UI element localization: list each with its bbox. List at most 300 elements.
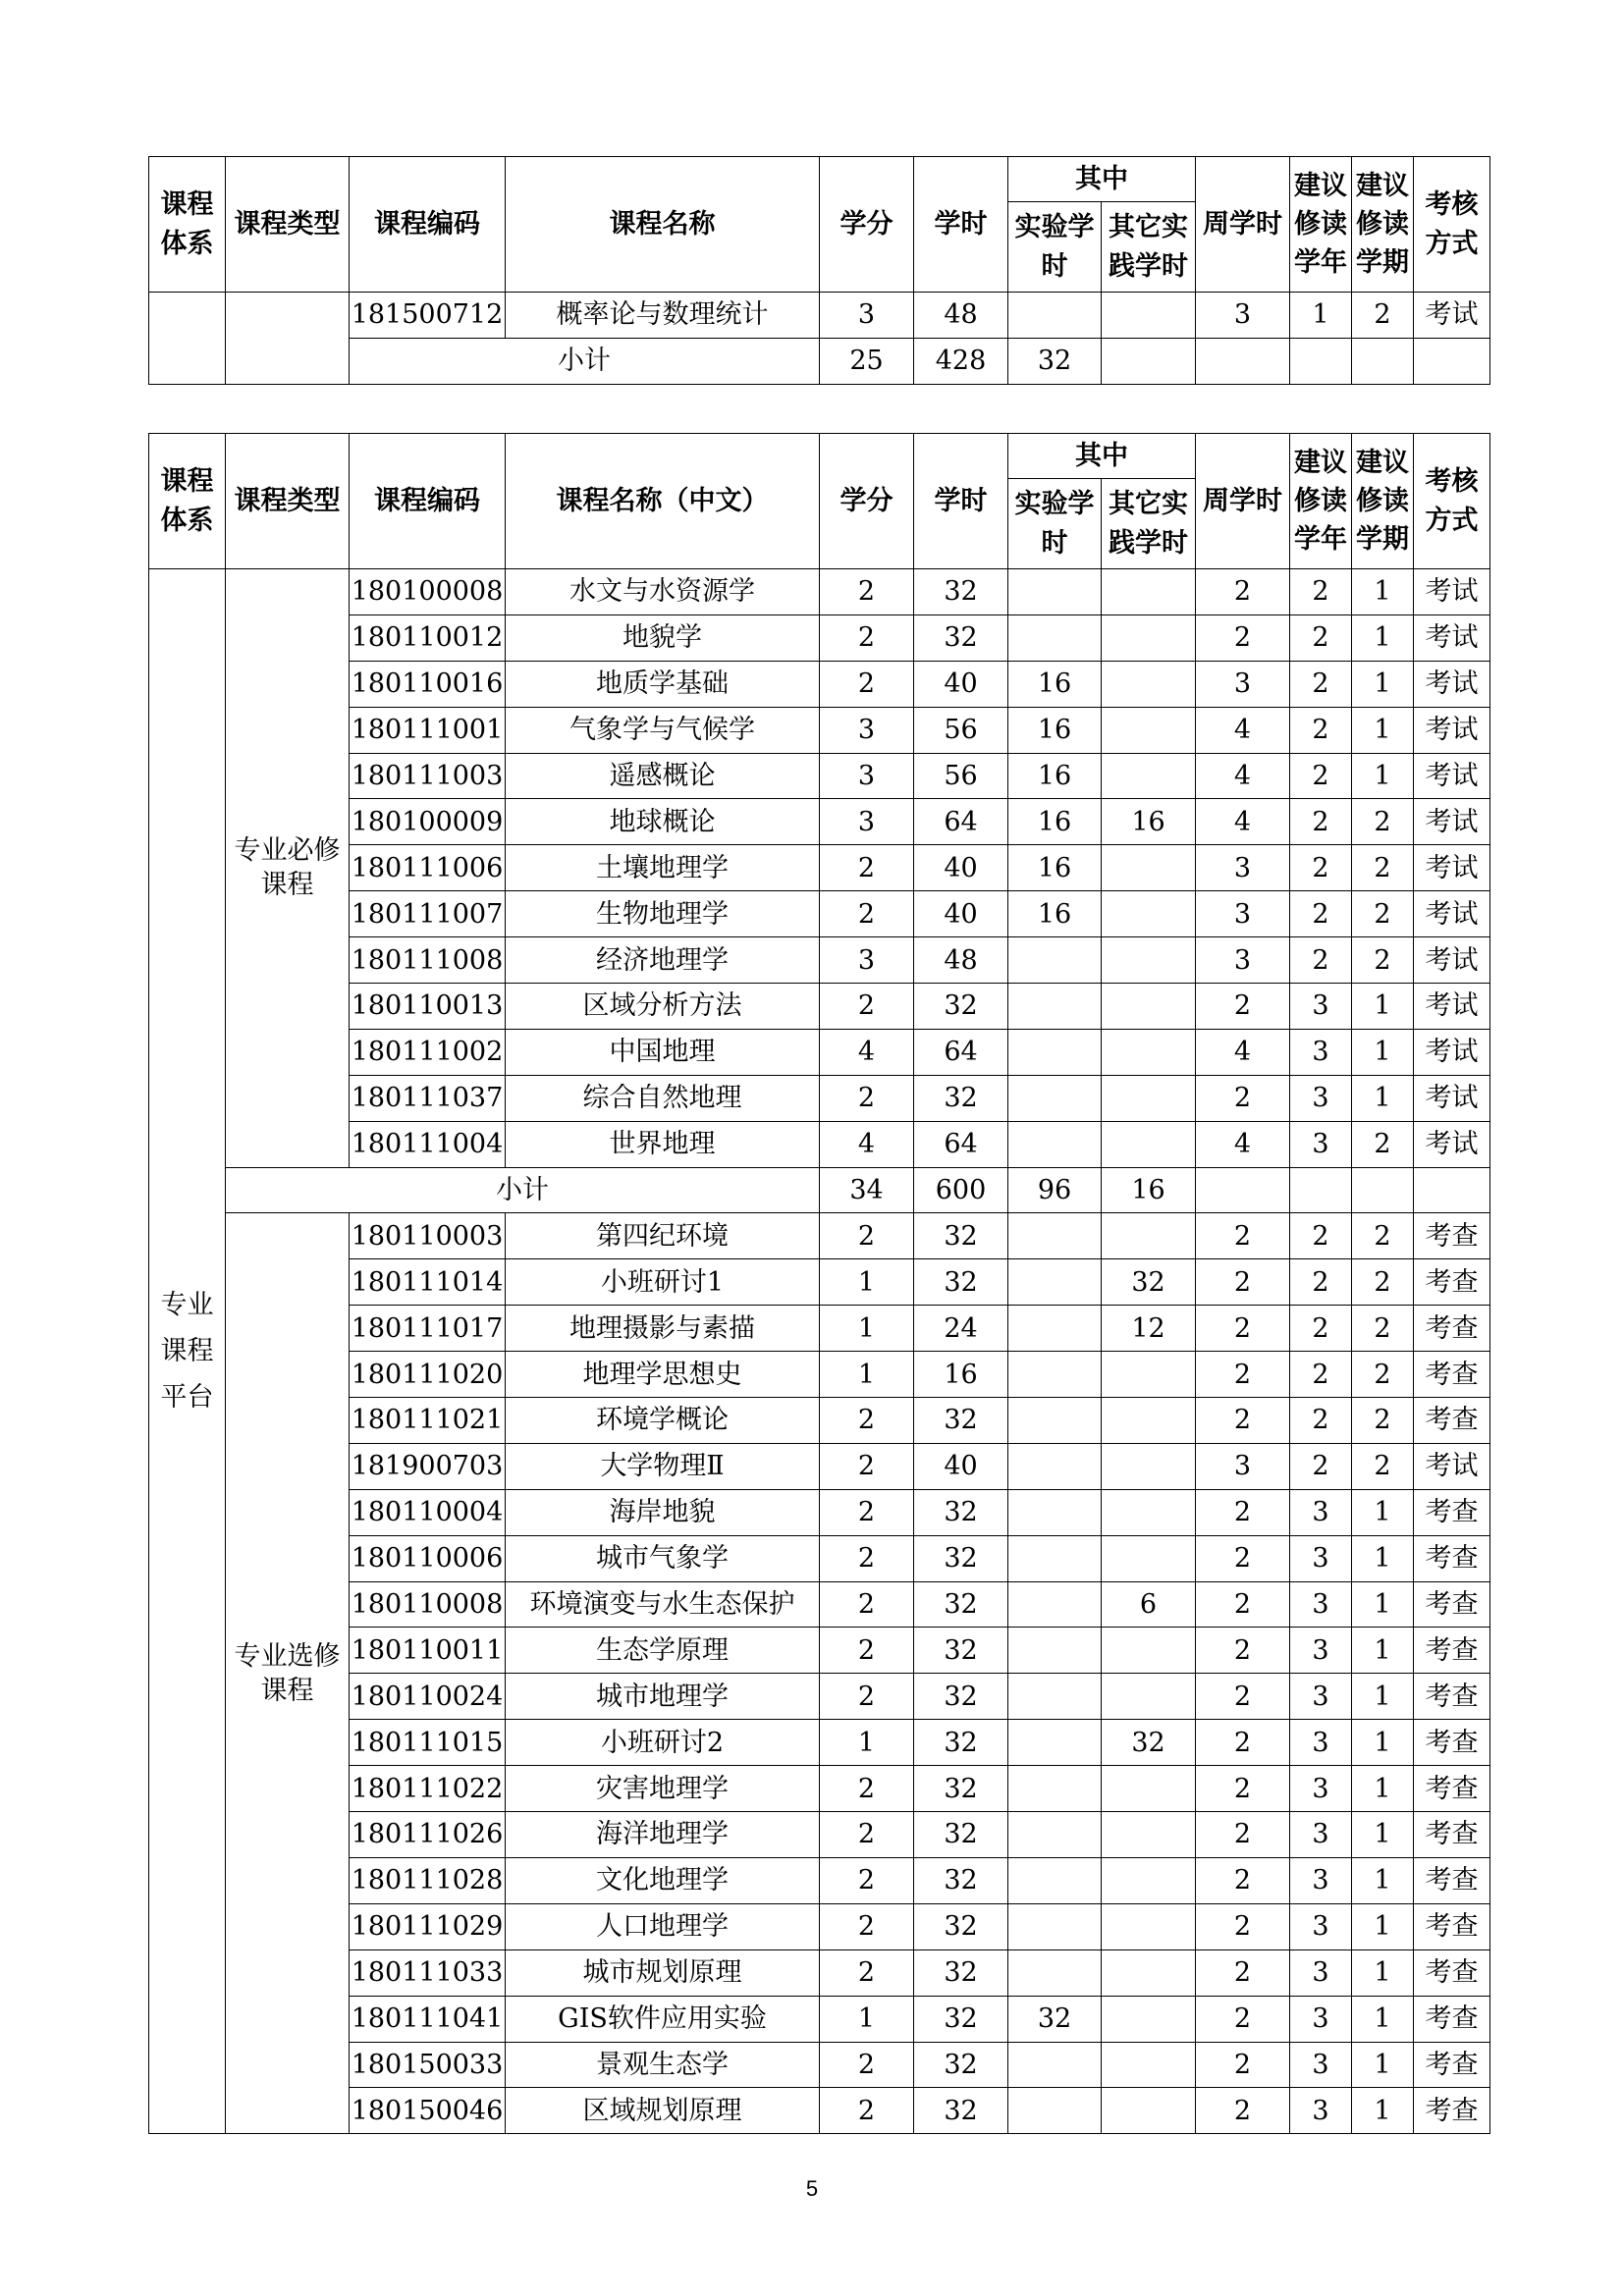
- credits-cell: 4: [820, 1121, 914, 1167]
- weekly-cell: 2: [1196, 1259, 1290, 1306]
- table-row: [149, 707, 1490, 753]
- header-exam: 考核方式: [1414, 157, 1490, 293]
- year-cell: 2: [1290, 1306, 1352, 1352]
- exam-cell: 考试: [1414, 1443, 1490, 1489]
- year-cell: 3: [1290, 1996, 1352, 2042]
- table-row: [149, 1259, 1490, 1306]
- lab-cell: [1008, 2042, 1102, 2088]
- weekly-cell: 4: [1196, 1121, 1290, 1167]
- other-cell: [1102, 1535, 1196, 1581]
- hours-cell: 32: [914, 1996, 1008, 2042]
- exam-cell: 考查: [1414, 1628, 1490, 1674]
- term-cell: 1: [1352, 569, 1414, 615]
- year-cell: 2: [1290, 1398, 1352, 1444]
- header-among: 其中: [1008, 157, 1196, 202]
- subtotal-credits: 34: [820, 1167, 914, 1213]
- credits-cell: 1: [820, 1996, 914, 2042]
- header-system: 课程体系: [149, 157, 226, 293]
- hours-cell: 40: [914, 891, 1008, 937]
- other-cell: [1102, 569, 1196, 615]
- hours-cell: 32: [914, 1812, 1008, 1858]
- code-cell: 180110013: [350, 984, 506, 1030]
- credits-cell: 2: [820, 984, 914, 1030]
- name-cell: 景观生态学: [506, 2042, 820, 2088]
- code-cell: 180110016: [350, 661, 506, 707]
- credits-cell: 2: [820, 1075, 914, 1121]
- name-cell: 生物地理学: [506, 891, 820, 937]
- hours-cell: 40: [914, 1443, 1008, 1489]
- table-row: [149, 1029, 1490, 1075]
- year-cell: 3: [1290, 2042, 1352, 2088]
- credits-cell: 2: [820, 661, 914, 707]
- weekly-cell: 2: [1196, 1535, 1290, 1581]
- year-cell: 3: [1290, 1857, 1352, 1903]
- year-cell: 3: [1290, 1812, 1352, 1858]
- weekly-cell: 2: [1196, 2088, 1290, 2134]
- header-name: 课程名称: [506, 157, 820, 293]
- credits-cell: 2: [820, 614, 914, 661]
- name-cell: 小班研讨1: [506, 1259, 820, 1306]
- exam-cell: 考查: [1414, 1535, 1490, 1581]
- other-cell: [1102, 1075, 1196, 1121]
- weekly-cell: 3: [1196, 661, 1290, 707]
- subtotal-credits: 25: [820, 339, 914, 385]
- term-cell: 1: [1352, 1535, 1414, 1581]
- credits-cell: 2: [820, 845, 914, 891]
- credits-cell: 1: [820, 1720, 914, 1766]
- table-row: [149, 2042, 1490, 2088]
- subtotal-lab: 96: [1008, 1167, 1102, 1213]
- other-cell: [1102, 293, 1196, 339]
- name-cell: 经济地理学: [506, 937, 820, 984]
- term-cell: 2: [1352, 1306, 1414, 1352]
- weekly-cell: 3: [1196, 845, 1290, 891]
- header-hours: 学时: [914, 157, 1008, 293]
- page-number: 5: [805, 2176, 819, 2201]
- name-cell: GIS软件应用实验: [506, 1996, 820, 2042]
- type-cell: 专业选修课程: [226, 1213, 350, 2134]
- code-cell: 180111028: [350, 1857, 506, 1903]
- other-cell: 32: [1102, 1259, 1196, 1306]
- weekly-cell: 2: [1196, 1996, 1290, 2042]
- name-cell: 城市气象学: [506, 1535, 820, 1581]
- lab-cell: 16: [1008, 799, 1102, 845]
- name-cell: 概率论与数理统计: [506, 293, 820, 339]
- hours-cell: 64: [914, 1121, 1008, 1167]
- credits-cell: 2: [820, 1903, 914, 1949]
- course-table-top: [148, 156, 1490, 385]
- name-cell: 区域规划原理: [506, 2088, 820, 2134]
- weekly-cell: 2: [1196, 1489, 1290, 1535]
- name-cell: 地理摄影与素描: [506, 1306, 820, 1352]
- weekly-cell: 3: [1196, 937, 1290, 984]
- term-cell: 2: [1352, 1121, 1414, 1167]
- lab-cell: [1008, 1766, 1102, 1812]
- header-among: 其中: [1008, 434, 1196, 479]
- header-lab: 实验学时: [1008, 479, 1102, 569]
- code-cell: 180111002: [350, 1029, 506, 1075]
- header-term: 建议修读学期: [1352, 157, 1414, 293]
- credits-cell: 2: [820, 2042, 914, 2088]
- subtotal-other: 16: [1102, 1167, 1196, 1213]
- code-cell: 180111014: [350, 1259, 506, 1306]
- lab-cell: 16: [1008, 661, 1102, 707]
- table-row: [149, 753, 1490, 799]
- type-cell: 专业必修课程: [226, 569, 350, 1168]
- code-cell: 180111033: [350, 1949, 506, 1996]
- hours-cell: 32: [914, 2088, 1008, 2134]
- year-cell: 3: [1290, 1903, 1352, 1949]
- table-row: [149, 1352, 1490, 1398]
- credits-cell: 2: [820, 1766, 914, 1812]
- credits-cell: 2: [820, 2088, 914, 2134]
- table-row: [149, 891, 1490, 937]
- credits-cell: 4: [820, 1029, 914, 1075]
- code-cell: 180111017: [350, 1306, 506, 1352]
- exam-cell: 考查: [1414, 1812, 1490, 1858]
- other-cell: [1102, 1398, 1196, 1444]
- weekly-cell: 2: [1196, 1949, 1290, 1996]
- subtotal-lab: 32: [1008, 339, 1102, 385]
- credits-cell: 2: [820, 1535, 914, 1581]
- table-row: [149, 1857, 1490, 1903]
- type-cell: [226, 293, 350, 385]
- exam-cell: 考查: [1414, 1581, 1490, 1628]
- weekly-cell: 2: [1196, 1674, 1290, 1720]
- subtotal-year: [1290, 339, 1352, 385]
- term-cell: 2: [1352, 799, 1414, 845]
- other-cell: [1102, 1996, 1196, 2042]
- year-cell: 2: [1290, 753, 1352, 799]
- lab-cell: [1008, 293, 1102, 339]
- code-cell: 180110003: [350, 1213, 506, 1259]
- table-row: [149, 1398, 1490, 1444]
- code-cell: 180100008: [350, 569, 506, 615]
- weekly-cell: 2: [1196, 1903, 1290, 1949]
- hours-cell: 32: [914, 1903, 1008, 1949]
- exam-cell: 考试: [1414, 293, 1490, 339]
- weekly-cell: 2: [1196, 1398, 1290, 1444]
- lab-cell: [1008, 614, 1102, 661]
- weekly-cell: 2: [1196, 1213, 1290, 1259]
- hours-cell: 32: [914, 1535, 1008, 1581]
- other-cell: 12: [1102, 1306, 1196, 1352]
- name-cell: 生态学原理: [506, 1628, 820, 1674]
- other-cell: [1102, 1674, 1196, 1720]
- year-cell: 2: [1290, 891, 1352, 937]
- credits-cell: 2: [820, 1857, 914, 1903]
- hours-cell: 24: [914, 1306, 1008, 1352]
- name-cell: 灾害地理学: [506, 1766, 820, 1812]
- subtotal-term: [1352, 1167, 1414, 1213]
- lab-cell: [1008, 1857, 1102, 1903]
- name-cell: 土壤地理学: [506, 845, 820, 891]
- term-cell: 1: [1352, 1857, 1414, 1903]
- exam-cell: 考查: [1414, 1949, 1490, 1996]
- table-row: [149, 1720, 1490, 1766]
- header-lab: 实验学时: [1008, 202, 1102, 293]
- credits-cell: 2: [820, 891, 914, 937]
- other-cell: [1102, 1352, 1196, 1398]
- other-cell: [1102, 1812, 1196, 1858]
- hours-cell: 32: [914, 1213, 1008, 1259]
- header-weekly: 周学时: [1196, 157, 1290, 293]
- term-cell: 1: [1352, 1949, 1414, 1996]
- weekly-cell: 4: [1196, 753, 1290, 799]
- code-cell: 180110011: [350, 1628, 506, 1674]
- year-cell: 2: [1290, 1352, 1352, 1398]
- code-cell: 180111026: [350, 1812, 506, 1858]
- code-cell: 180111041: [350, 1996, 506, 2042]
- other-cell: [1102, 1766, 1196, 1812]
- header-name: 课程名称（中文）: [506, 434, 820, 569]
- lab-cell: 16: [1008, 845, 1102, 891]
- lab-cell: [1008, 1949, 1102, 1996]
- code-cell: 180111020: [350, 1352, 506, 1398]
- credits-cell: 3: [820, 937, 914, 984]
- name-cell: 文化地理学: [506, 1857, 820, 1903]
- term-cell: 2: [1352, 293, 1414, 339]
- year-cell: 2: [1290, 1213, 1352, 1259]
- table-row: [149, 1996, 1490, 2042]
- name-cell: 世界地理: [506, 1121, 820, 1167]
- code-cell: 180111029: [350, 1903, 506, 1949]
- exam-cell: 考试: [1414, 707, 1490, 753]
- year-cell: 2: [1290, 845, 1352, 891]
- name-cell: 综合自然地理: [506, 1075, 820, 1121]
- hours-cell: 16: [914, 1352, 1008, 1398]
- header-hours: 学时: [914, 434, 1008, 569]
- system-cell: [149, 293, 226, 385]
- code-cell: 180110006: [350, 1535, 506, 1581]
- term-cell: 1: [1352, 1674, 1414, 1720]
- term-cell: 1: [1352, 1489, 1414, 1535]
- year-cell: 3: [1290, 1628, 1352, 1674]
- weekly-cell: 2: [1196, 569, 1290, 615]
- other-cell: 16: [1102, 799, 1196, 845]
- weekly-cell: 2: [1196, 1581, 1290, 1628]
- lab-cell: [1008, 2088, 1102, 2134]
- name-cell: 地貌学: [506, 614, 820, 661]
- other-cell: [1102, 1949, 1196, 1996]
- exam-cell: 考试: [1414, 799, 1490, 845]
- subtotal-hours: 600: [914, 1167, 1008, 1213]
- header-term: 建议修读学期: [1352, 434, 1414, 569]
- credits-cell: 2: [820, 1674, 914, 1720]
- term-cell: 1: [1352, 1720, 1414, 1766]
- credits-cell: 1: [820, 1259, 914, 1306]
- exam-cell: 考试: [1414, 891, 1490, 937]
- name-cell: 区域分析方法: [506, 984, 820, 1030]
- exam-cell: 考试: [1414, 614, 1490, 661]
- year-cell: 3: [1290, 1581, 1352, 1628]
- credits-cell: 3: [820, 799, 914, 845]
- header-credits: 学分: [820, 157, 914, 293]
- weekly-cell: 2: [1196, 2042, 1290, 2088]
- credits-cell: 2: [820, 1812, 914, 1858]
- term-cell: 1: [1352, 984, 1414, 1030]
- code-cell: 180111006: [350, 845, 506, 891]
- code-cell: 180111022: [350, 1766, 506, 1812]
- lab-cell: [1008, 1674, 1102, 1720]
- name-cell: 海洋地理学: [506, 1812, 820, 1858]
- name-cell: 第四纪环境: [506, 1213, 820, 1259]
- weekly-cell: 2: [1196, 1075, 1290, 1121]
- credits-cell: 3: [820, 293, 914, 339]
- header-year: 建议修读学年: [1290, 157, 1352, 293]
- other-cell: [1102, 1443, 1196, 1489]
- exam-cell: 考查: [1414, 1352, 1490, 1398]
- code-cell: 181900703: [350, 1443, 506, 1489]
- term-cell: 2: [1352, 1259, 1414, 1306]
- lab-cell: [1008, 1213, 1102, 1259]
- exam-cell: 考试: [1414, 1029, 1490, 1075]
- code-cell: 180111003: [350, 753, 506, 799]
- table-row: [149, 984, 1490, 1030]
- hours-cell: 40: [914, 661, 1008, 707]
- table-row: [149, 1949, 1490, 1996]
- exam-cell: 考查: [1414, 1674, 1490, 1720]
- header-other: 其它实践学时: [1102, 202, 1196, 293]
- credits-cell: 3: [820, 707, 914, 753]
- weekly-cell: 4: [1196, 707, 1290, 753]
- year-cell: 3: [1290, 1075, 1352, 1121]
- weekly-cell: 3: [1196, 1443, 1290, 1489]
- name-cell: 大学物理Ⅱ: [506, 1443, 820, 1489]
- table-row: [149, 569, 1490, 615]
- credits-cell: 1: [820, 1352, 914, 1398]
- table-row: [149, 845, 1490, 891]
- table-row: [149, 1674, 1490, 1720]
- credits-cell: 1: [820, 1306, 914, 1352]
- header-other: 其它实践学时: [1102, 479, 1196, 569]
- hours-cell: 32: [914, 1674, 1008, 1720]
- term-cell: 1: [1352, 753, 1414, 799]
- name-cell: 水文与水资源学: [506, 569, 820, 615]
- weekly-cell: 2: [1196, 1857, 1290, 1903]
- other-cell: [1102, 845, 1196, 891]
- hours-cell: 32: [914, 984, 1008, 1030]
- hours-cell: 32: [914, 1766, 1008, 1812]
- table-row: [149, 937, 1490, 984]
- lab-cell: [1008, 1443, 1102, 1489]
- table-row: [149, 614, 1490, 661]
- code-cell: 180111021: [350, 1398, 506, 1444]
- code-cell: 180111004: [350, 1121, 506, 1167]
- weekly-cell: 3: [1196, 891, 1290, 937]
- term-cell: 1: [1352, 614, 1414, 661]
- hours-cell: 32: [914, 569, 1008, 615]
- other-cell: [1102, 2088, 1196, 2134]
- lab-cell: [1008, 1259, 1102, 1306]
- lab-cell: [1008, 1628, 1102, 1674]
- table-row: [149, 2088, 1490, 2134]
- name-cell: 人口地理学: [506, 1903, 820, 1949]
- subtotal-other: [1102, 339, 1196, 385]
- other-cell: [1102, 1903, 1196, 1949]
- table-row: [149, 1075, 1490, 1121]
- code-cell: 180110004: [350, 1489, 506, 1535]
- credits-cell: 2: [820, 1628, 914, 1674]
- code-cell: 180150033: [350, 2042, 506, 2088]
- name-cell: 地理学思想史: [506, 1352, 820, 1398]
- table-row: [149, 1121, 1490, 1167]
- credits-cell: 2: [820, 569, 914, 615]
- lab-cell: [1008, 1352, 1102, 1398]
- table-row: [149, 1581, 1490, 1628]
- term-cell: 1: [1352, 661, 1414, 707]
- lab-cell: 32: [1008, 1996, 1102, 2042]
- header-weekly: 周学时: [1196, 434, 1290, 569]
- term-cell: 1: [1352, 1581, 1414, 1628]
- code-cell: 180111015: [350, 1720, 506, 1766]
- weekly-cell: 2: [1196, 984, 1290, 1030]
- weekly-cell: 2: [1196, 1720, 1290, 1766]
- weekly-cell: 4: [1196, 799, 1290, 845]
- weekly-cell: 2: [1196, 1306, 1290, 1352]
- other-cell: [1102, 2042, 1196, 2088]
- weekly-cell: 2: [1196, 1766, 1290, 1812]
- hours-cell: 32: [914, 614, 1008, 661]
- lab-cell: 16: [1008, 707, 1102, 753]
- lab-cell: [1008, 1489, 1102, 1535]
- exam-cell: 考试: [1414, 937, 1490, 984]
- exam-cell: 考查: [1414, 1996, 1490, 2042]
- exam-cell: 考查: [1414, 1489, 1490, 1535]
- weekly-cell: 3: [1196, 293, 1290, 339]
- other-cell: [1102, 1857, 1196, 1903]
- other-cell: [1102, 1213, 1196, 1259]
- table-row: [149, 1766, 1490, 1812]
- year-cell: 2: [1290, 1259, 1352, 1306]
- name-cell: 地质学基础: [506, 661, 820, 707]
- lab-cell: [1008, 1581, 1102, 1628]
- exam-cell: 考试: [1414, 984, 1490, 1030]
- name-cell: 遥感概论: [506, 753, 820, 799]
- exam-cell: 考查: [1414, 2042, 1490, 2088]
- subtotal-year: [1290, 1167, 1352, 1213]
- table-row: [149, 1213, 1490, 1259]
- year-cell: 3: [1290, 1535, 1352, 1581]
- credits-cell: 2: [820, 1398, 914, 1444]
- code-cell: 180110012: [350, 614, 506, 661]
- hours-cell: 32: [914, 1259, 1008, 1306]
- hours-cell: 48: [914, 937, 1008, 984]
- term-cell: 2: [1352, 1443, 1414, 1489]
- other-cell: [1102, 937, 1196, 984]
- other-cell: [1102, 614, 1196, 661]
- term-cell: 1: [1352, 1903, 1414, 1949]
- year-cell: 2: [1290, 569, 1352, 615]
- name-cell: 环境学概论: [506, 1398, 820, 1444]
- code-cell: 180111008: [350, 937, 506, 984]
- other-cell: [1102, 707, 1196, 753]
- system-cell: 专业课程平台: [149, 569, 226, 2134]
- table-row: [149, 661, 1490, 707]
- code-cell: 180110008: [350, 1581, 506, 1628]
- subtotal-hours: 428: [914, 339, 1008, 385]
- hours-cell: 48: [914, 293, 1008, 339]
- header-system: 课程体系: [149, 434, 226, 569]
- term-cell: 2: [1352, 937, 1414, 984]
- subtotal-label: 小计: [350, 339, 820, 385]
- weekly-cell: 2: [1196, 1628, 1290, 1674]
- lab-cell: [1008, 1812, 1102, 1858]
- subtotal-weekly: [1196, 1167, 1290, 1213]
- exam-cell: 考查: [1414, 1259, 1490, 1306]
- subtotal-term: [1352, 339, 1414, 385]
- code-cell: 180111001: [350, 707, 506, 753]
